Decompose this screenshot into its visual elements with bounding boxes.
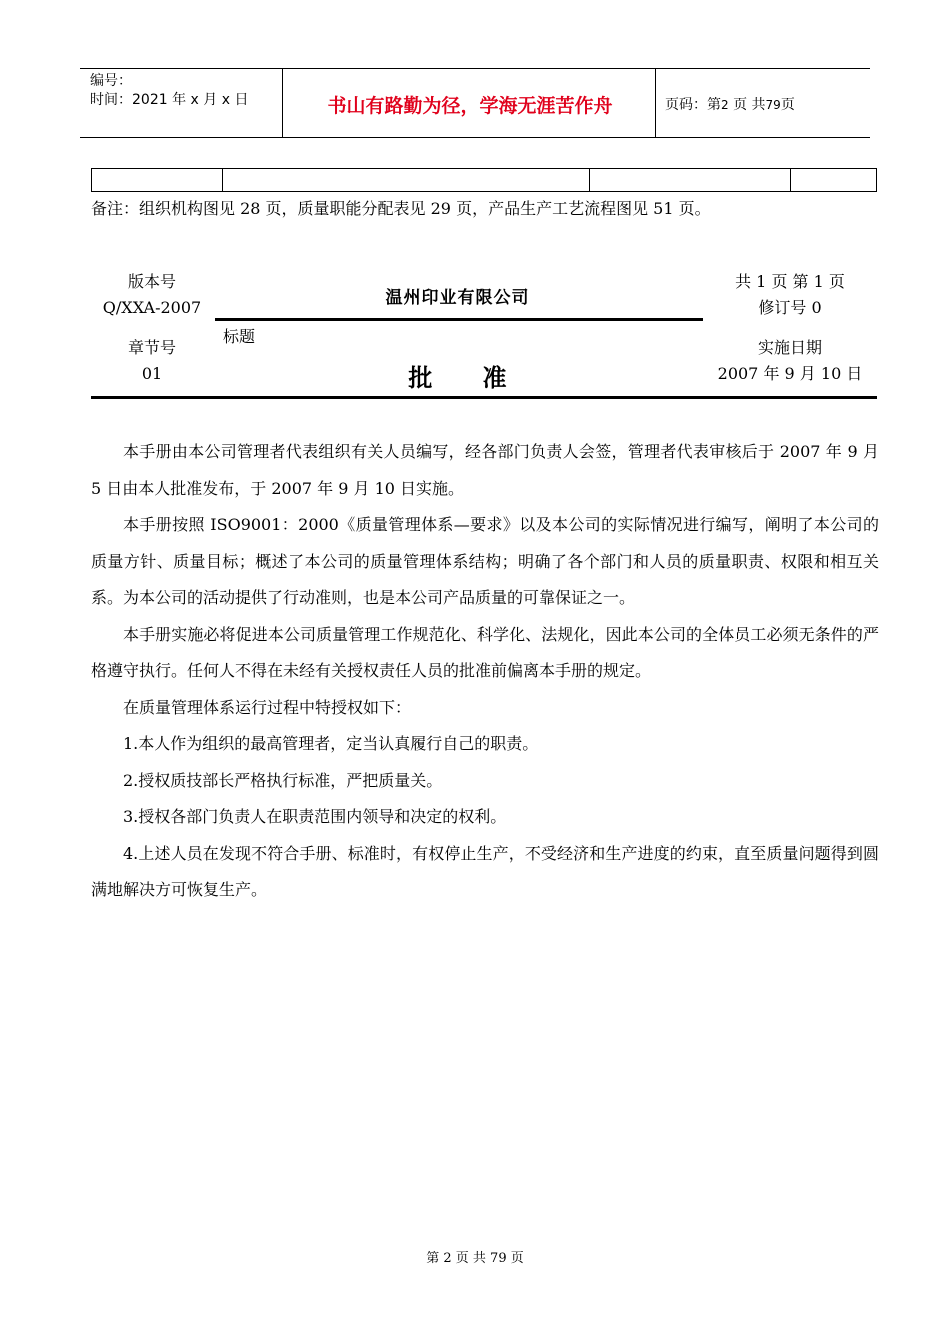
body-paragraph: 在质量管理体系运行过程中特授权如下： [123, 697, 412, 717]
page-footer: 第 2 页 共 79 页 [426, 1251, 524, 1266]
header-rule [215, 318, 703, 321]
page-mid: 页 共 [733, 97, 766, 113]
page-info-block [703, 269, 877, 321]
table-cell-divider [589, 169, 590, 191]
time-label: 时间：2021 年 x 月 x 日 [90, 92, 249, 108]
chapter-value: 01 [141, 364, 163, 383]
version-value: Q/XXA-2007 [102, 298, 202, 317]
body-paragraph: 本手册由本公司管理者代表组织有关人员编写，经各部门负责人会签，管理者代表审核后于 2007 年 9 月 5 日由本人批准发布，于 2007 年 9 月 10 日实施。 [91, 442, 879, 498]
chapter-label: 章节号 [127, 338, 176, 357]
header-divider [655, 69, 656, 137]
remark-note: 备注：组织机构图见 28 页，质量职能分配表见 29 页，产品生产工艺流程图见 51 页。 [91, 199, 711, 218]
version-label: 版本号 [127, 272, 176, 291]
company-name: 温州印业有限公司 [385, 288, 530, 308]
authorization-item: 2.授权质技部长严格执行标准，严把质量关。 [123, 770, 443, 790]
empty-table-row [91, 168, 877, 192]
revision-number: 修订号 0 [758, 298, 822, 317]
number-label: 编号： [90, 73, 132, 89]
effective-date: 2007 年 9 月 10 日 [717, 364, 863, 383]
page-header [80, 68, 870, 138]
effective-label: 实施日期 [757, 338, 822, 357]
page-total: 79 [765, 98, 781, 112]
version-block [91, 269, 213, 321]
motto: 书山有路勤为径，学海无涯苦作舟 [327, 95, 613, 117]
authorization-item: 4.上述人员在发现不符合手册、标准时，有权停止生产，不受经济和生产进度的约束，直至质量问题得到圆满地解决方可恢复生产。 [91, 843, 879, 899]
header-bottom-rule [91, 396, 877, 399]
body-text [91, 434, 879, 909]
table-cell-divider [222, 169, 223, 191]
table-cell-divider [790, 169, 791, 191]
page-suffix: 页 [780, 97, 795, 113]
page-current: 2 [721, 98, 729, 112]
page-label: 页码：第 [665, 97, 721, 113]
doc-page-info: 共 1 页 第 1 页 [735, 272, 845, 291]
title-label: 标题 [223, 327, 256, 346]
authorization-item: 3.授权各部门负责人在职责范围内领导和决定的权利。 [123, 807, 507, 826]
body-paragraph: 本手册实施必将促进本公司质量管理工作规范化、科学化、法规化，因此本公司的全体员工必须无条件的严格遵守执行。任何人不得在未经有关授权责任人员的批准前偏离本手册的规定。 [91, 624, 879, 680]
chapter-block [91, 335, 213, 387]
document-title: 批 准 [408, 364, 507, 392]
effective-block [703, 335, 877, 387]
header-page-info [665, 94, 795, 114]
authorization-item: 1.本人作为组织的最高管理者，定当认真履行自己的职责。 [123, 734, 539, 753]
header-left [90, 72, 248, 110]
header-divider [282, 69, 283, 137]
body-paragraph: 本手册按照 ISO9001：2000《质量管理体系—要求》以及本公司的实际情况进行编写，阐明了本公司的质量方针、质量目标；概述了本公司的质量管理体系结构；明确了各个部门和人员的质量职责、权限和相互关系。为本公司的活动提供了行动准则，也是本公司产品质量的可靠保证之一。 [91, 515, 879, 607]
